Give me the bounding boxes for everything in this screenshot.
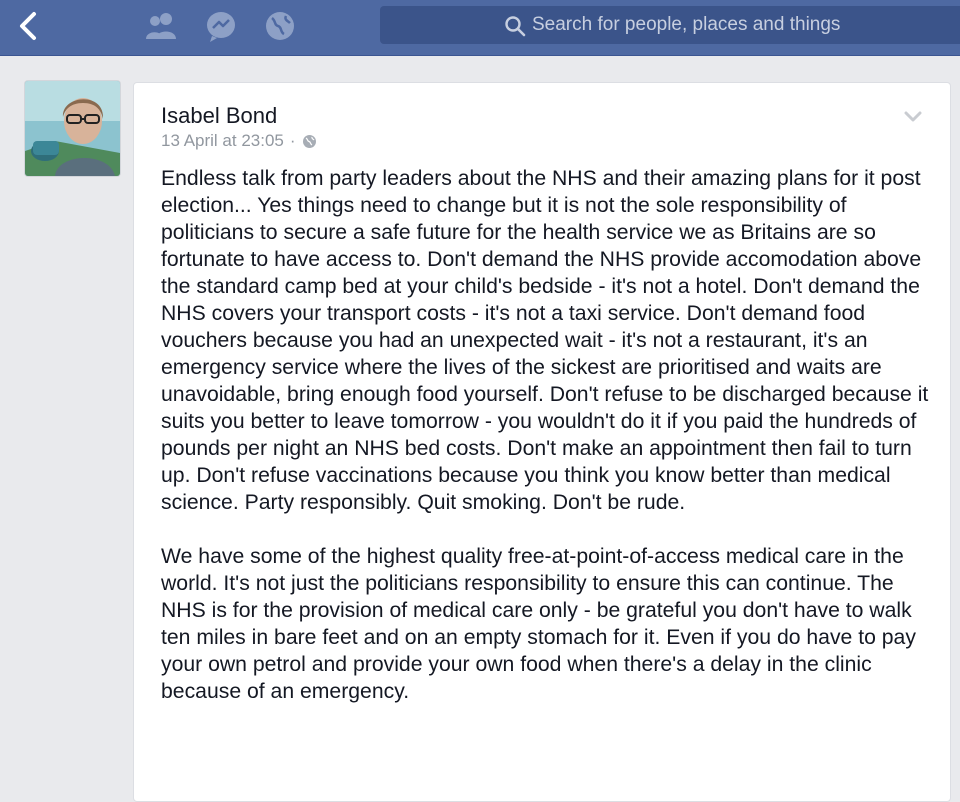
post-author-name[interactable]: Isabel Bond <box>161 103 278 128</box>
post-body <box>161 165 931 732</box>
globe-icon <box>302 134 317 149</box>
chevron-down-icon[interactable] <box>904 111 922 123</box>
search-icon <box>504 15 526 37</box>
meta-separator: · <box>289 131 296 150</box>
search-placeholder: Search for people, places and things <box>532 14 841 35</box>
post-timestamp[interactable]: 13 April at 23:05 <box>161 131 284 150</box>
post-paragraph: Endless talk from party leaders about the NHS and their amazing plans for it post election... Yes things need to change but it is not the sole responsibility of politicians to secure a safe future for the health service we as Britains are so fortunate to have access to. Don't demand the NHS provide accomodation above the standard camp bed at your child's bedside - it's not a hotel. Don't demand the NHS covers your transport costs - it's not a taxi service. Don't demand food vouchers because you had an unexpected wait - it's not a restaurant, it's an emergency service where the lives of the sickest are prioritised and waits are unavoidable, bring enough food yourself. Don't refuse to be discharged because it suits you better to leave tomorrow - you wouldn't do it if you paid the hundreds of pounds per night an NHS bed costs. Don't make an appointment then fail to turn up. Don't refuse vaccinations because you think you know better than medical science. Party responsibly. Quit smoking. Don't be rude. <box>161 167 929 514</box>
post-paragraph: We have some of the highest quality free-at-point-of-access medical care in the world. It's not just the politicians responsibility to ensure this can continue. The NHS is for the provision of medical care only - be grateful you don't have to walk ten miles in bare feet and on an empty stomach for it. Even if you do have to pay your own petrol and provide your own food when there's a delay in the clinic because of an emergency. <box>161 545 916 703</box>
post-card <box>133 82 951 802</box>
top-navigation-bar <box>0 0 960 56</box>
profile-photo <box>25 81 120 176</box>
back-arrow-icon[interactable] <box>14 10 44 42</box>
avatar[interactable] <box>25 81 120 176</box>
search-input[interactable] <box>380 6 960 44</box>
messenger-icon[interactable] <box>203 9 239 43</box>
friends-icon[interactable] <box>143 9 179 43</box>
globe-icon[interactable] <box>262 9 298 43</box>
post-meta <box>161 131 317 151</box>
